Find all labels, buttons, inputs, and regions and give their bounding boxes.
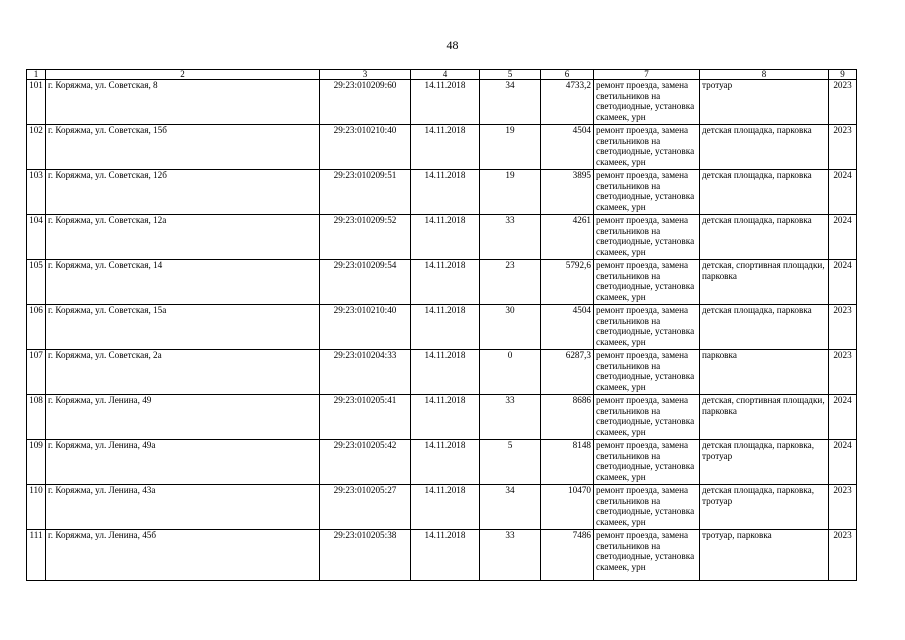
- address-cell: г. Коряжма, ул. Ленина, 49: [46, 395, 320, 440]
- date-cell: 14.11.2018: [411, 530, 480, 581]
- sum-cell: 7486: [541, 530, 594, 581]
- cadastral-number-cell: 29:23:010205:38: [320, 530, 411, 581]
- table-row: [27, 80, 857, 125]
- date-cell: 14.11.2018: [411, 215, 480, 260]
- row-number: 109: [27, 440, 46, 485]
- objects-cell: детская площадка, парковка: [700, 215, 829, 260]
- date-cell: 14.11.2018: [411, 260, 480, 305]
- year-cell: 2023: [829, 350, 857, 395]
- year-cell: 2024: [829, 170, 857, 215]
- works-cell: ремонт проезда, замена светильников на светодиодные, установка скамеек, урн: [594, 440, 700, 485]
- count-cell: 33: [480, 530, 541, 581]
- row-number: 102: [27, 125, 46, 170]
- column-header: 1: [27, 70, 46, 80]
- sum-cell: 3895: [541, 170, 594, 215]
- table-row: [27, 260, 857, 305]
- cadastral-number-cell: 29:23:010209:52: [320, 215, 411, 260]
- objects-cell: детская, спортивная площадки, парковка: [700, 395, 829, 440]
- column-header: 5: [480, 70, 541, 80]
- cadastral-number-cell: 29:23:010209:51: [320, 170, 411, 215]
- cadastral-number-cell: 29:23:010205:27: [320, 485, 411, 530]
- cadastral-number-cell: 29:23:010204:33: [320, 350, 411, 395]
- row-number: 103: [27, 170, 46, 215]
- year-cell: 2023: [829, 305, 857, 350]
- year-cell: 2023: [829, 125, 857, 170]
- sum-cell: 8148: [541, 440, 594, 485]
- address-cell: г. Коряжма, ул. Ленина, 49а: [46, 440, 320, 485]
- table-row: [27, 305, 857, 350]
- address-cell: г. Коряжма, ул. Советская, 12а: [46, 215, 320, 260]
- row-number: 107: [27, 350, 46, 395]
- cadastral-number-cell: 29:23:010205:41: [320, 395, 411, 440]
- year-cell: 2024: [829, 215, 857, 260]
- header-row: [27, 70, 857, 80]
- address-cell: г. Коряжма, ул. Ленина, 45б: [46, 530, 320, 581]
- address-cell: г. Коряжма, ул. Ленина, 43а: [46, 485, 320, 530]
- date-cell: 14.11.2018: [411, 440, 480, 485]
- count-cell: 0: [480, 350, 541, 395]
- sum-cell: 10470: [541, 485, 594, 530]
- cadastral-number-cell: 29:23:010205:42: [320, 440, 411, 485]
- year-cell: 2024: [829, 440, 857, 485]
- count-cell: 19: [480, 170, 541, 215]
- cadastral-number-cell: 29:23:010209:54: [320, 260, 411, 305]
- works-cell: ремонт проезда, замена светильников на светодиодные, установка скамеек, урн: [594, 170, 700, 215]
- works-cell: ремонт проезда, замена светильников на светодиодные, установка скамеек, урн: [594, 485, 700, 530]
- works-cell: ремонт проезда, замена светильников на светодиодные, установка скамеек, урн: [594, 530, 700, 581]
- row-number: 111: [27, 530, 46, 581]
- date-cell: 14.11.2018: [411, 485, 480, 530]
- objects-cell: детская площадка, парковка: [700, 305, 829, 350]
- count-cell: 19: [480, 125, 541, 170]
- works-cell: ремонт проезда, замена светильников на светодиодные, установка скамеек, урн: [594, 125, 700, 170]
- count-cell: 33: [480, 215, 541, 260]
- page-number: 48: [446, 38, 459, 52]
- objects-cell: детская, спортивная площадки, парковка: [700, 260, 829, 305]
- cadastral-number-cell: 29:23:010210:40: [320, 305, 411, 350]
- table-row: [27, 395, 857, 440]
- objects-cell: детская площадка, парковка, тротуар: [700, 440, 829, 485]
- count-cell: 23: [480, 260, 541, 305]
- address-cell: г. Коряжма, ул. Советская, 12б: [46, 170, 320, 215]
- year-cell: 2023: [829, 530, 857, 581]
- sum-cell: 5792,6: [541, 260, 594, 305]
- address-cell: г. Коряжма, ул. Советская, 15а: [46, 305, 320, 350]
- row-number: 110: [27, 485, 46, 530]
- row-number: 108: [27, 395, 46, 440]
- objects-cell: парковка: [700, 350, 829, 395]
- date-cell: 14.11.2018: [411, 305, 480, 350]
- year-cell: 2024: [829, 395, 857, 440]
- column-header: 6: [541, 70, 594, 80]
- year-cell: 2023: [829, 80, 857, 125]
- address-cell: г. Коряжма, ул. Советская, 15б: [46, 125, 320, 170]
- column-header: 7: [594, 70, 700, 80]
- date-cell: 14.11.2018: [411, 395, 480, 440]
- works-cell: ремонт проезда, замена светильников на светодиодные, установка скамеек, урн: [594, 215, 700, 260]
- sum-cell: 4504: [541, 125, 594, 170]
- address-cell: г. Коряжма, ул. Советская, 8: [46, 80, 320, 125]
- count-cell: 34: [480, 80, 541, 125]
- date-cell: 14.11.2018: [411, 125, 480, 170]
- column-header: 4: [411, 70, 480, 80]
- sum-cell: 6287,3: [541, 350, 594, 395]
- year-cell: 2023: [829, 485, 857, 530]
- address-cell: г. Коряжма, ул. Советская, 14: [46, 260, 320, 305]
- count-cell: 5: [480, 440, 541, 485]
- sum-cell: 4504: [541, 305, 594, 350]
- works-cell: ремонт проезда, замена светильников на светодиодные, установка скамеек, урн: [594, 350, 700, 395]
- date-cell: 14.11.2018: [411, 350, 480, 395]
- count-cell: 33: [480, 395, 541, 440]
- column-header: 3: [320, 70, 411, 80]
- row-number: 104: [27, 215, 46, 260]
- address-cell: г. Коряжма, ул. Советская, 2а: [46, 350, 320, 395]
- row-number: 106: [27, 305, 46, 350]
- works-cell: ремонт проезда, замена светильников на светодиодные, установка скамеек, урн: [594, 260, 700, 305]
- count-cell: 34: [480, 485, 541, 530]
- column-header: 2: [46, 70, 320, 80]
- works-cell: ремонт проезда, замена светильников на светодиодные, установка скамеек, урн: [594, 305, 700, 350]
- table-row: [27, 125, 857, 170]
- table-row: [27, 215, 857, 260]
- table-row: [27, 440, 857, 485]
- column-header: 8: [700, 70, 829, 80]
- objects-cell: детская площадка, парковка: [700, 170, 829, 215]
- objects-cell: детская площадка, парковка, тротуар: [700, 485, 829, 530]
- table-row: [27, 530, 857, 581]
- row-number: 105: [27, 260, 46, 305]
- objects-cell: тротуар, парковка: [700, 530, 829, 581]
- cadastral-number-cell: 29:23:010210:40: [320, 125, 411, 170]
- year-cell: 2024: [829, 260, 857, 305]
- register-table: [26, 69, 857, 581]
- works-cell: ремонт проезда, замена светильников на светодиодные, установка скамеек, урн: [594, 80, 700, 125]
- row-number: 101: [27, 80, 46, 125]
- table-row: [27, 170, 857, 215]
- sum-cell: 8686: [541, 395, 594, 440]
- date-cell: 14.11.2018: [411, 80, 480, 125]
- count-cell: 30: [480, 305, 541, 350]
- column-header: 9: [829, 70, 857, 80]
- table-row: [27, 350, 857, 395]
- sum-cell: 4261: [541, 215, 594, 260]
- works-cell: ремонт проезда, замена светильников на светодиодные, установка скамеек, урн: [594, 395, 700, 440]
- sum-cell: 4733,2: [541, 80, 594, 125]
- objects-cell: детская площадка, парковка: [700, 125, 829, 170]
- cadastral-number-cell: 29:23:010209:60: [320, 80, 411, 125]
- date-cell: 14.11.2018: [411, 170, 480, 215]
- objects-cell: тротуар: [700, 80, 829, 125]
- table-row: [27, 485, 857, 530]
